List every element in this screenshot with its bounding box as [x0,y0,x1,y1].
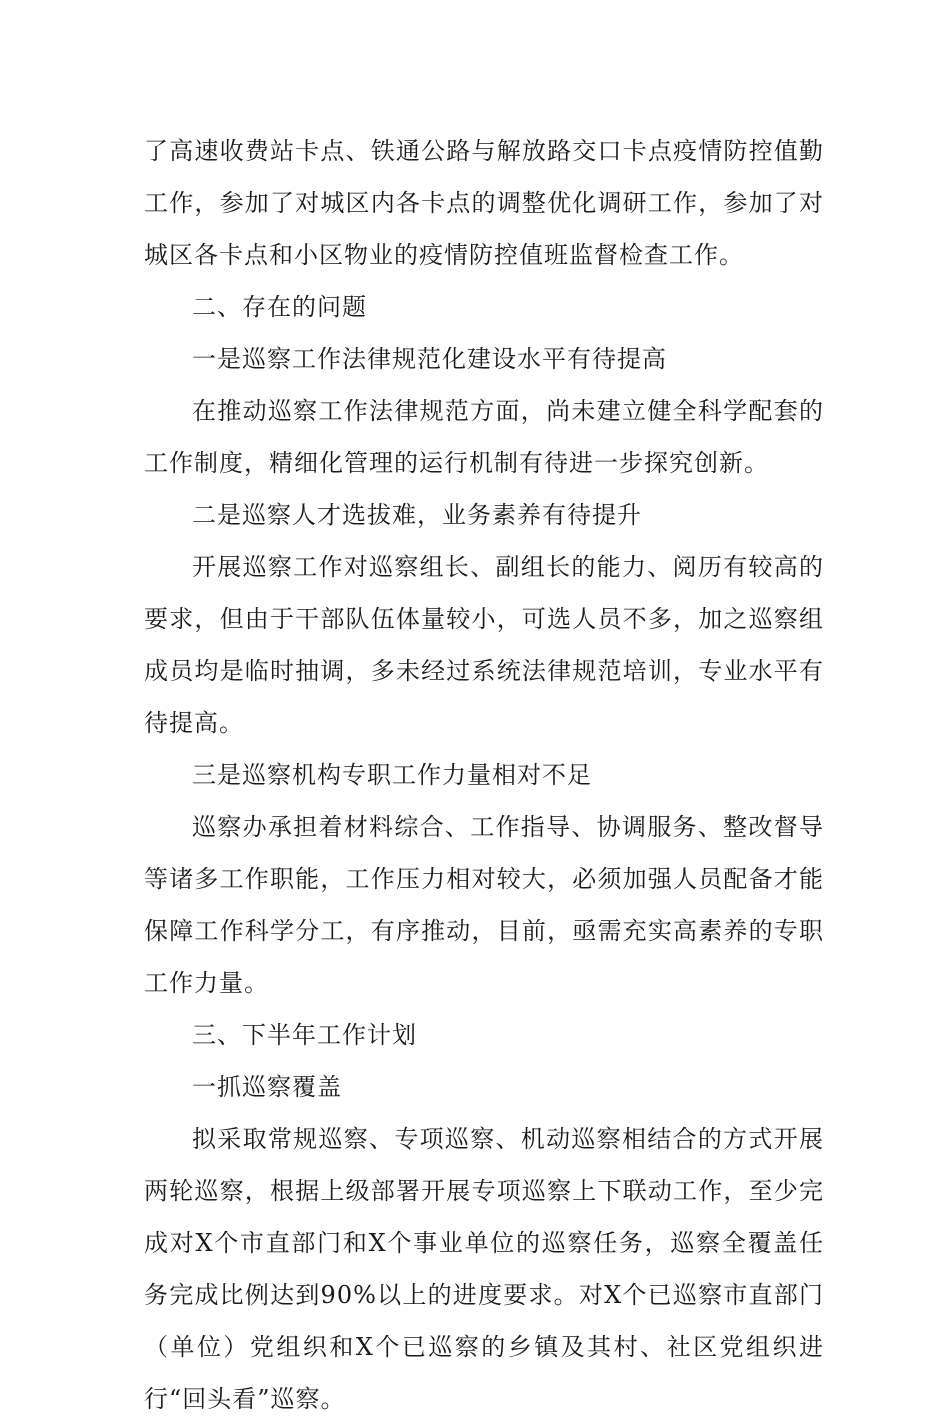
paragraph-legal-standardization: 在推动巡察工作法律规范方面，尚未建立健全科学配套的工作制度，精细化管理的运行机制有待进一步探究创新。 [144,397,824,477]
subheading-talent-selection: 二是巡察人才选拔难，业务素养有待提升 [192,501,642,529]
paragraph-continued-duty-work: 了高速收费站卡点、铁通公路与解放路交口卡点疫情防控值勤工作，参加了对城区内各卡点的调整优化调研工作，参加了对城区各卡点和小区物业的疫情防控值班监督检查工作。 [144,137,824,269]
section-heading-work-plan: 三、下半年工作计划 [192,1021,417,1049]
subheading-staffing-shortage: 三是巡察机构专职工作力量相对不足 [192,761,592,789]
document-body [144,125,824,1425]
section-heading-existing-problems: 二、存在的问题 [192,293,367,321]
subheading-inspection-coverage: 一抓巡察覆盖 [192,1073,342,1101]
paragraph-talent-selection: 开展巡察工作对巡察组长、副组长的能力、阅历有较高的要求，但由于干部队伍体量较小，可选人员不多，加之巡察组成员均是临时抽调，多未经过系统法律规范培训，专业水平有待提高。 [144,553,824,737]
paragraph-inspection-coverage: 拟采取常规巡察、专项巡察、机动巡察相结合的方式开展两轮巡察，根据上级部署开展专项巡察上下联动工作，至少完成对X个市直部门和X个事业单位的巡察任务，巡察全覆盖任务完成比例达到90%以上的进度要求。对X个已巡察市直部门（单位）党组织和X个已巡察的乡镇及其村、社区党组织进行“回头看”巡察。 [144,1125,824,1413]
paragraph-staffing-shortage: 巡察办承担着材料综合、工作指导、协调服务、整改督导等诸多工作职能，工作压力相对较大，必须加强人员配备才能保障工作科学分工，有序推动，目前，亟需充实高素养的专职工作力量。 [144,813,824,997]
subheading-legal-standardization: 一是巡察工作法律规范化建设水平有待提高 [192,345,667,373]
